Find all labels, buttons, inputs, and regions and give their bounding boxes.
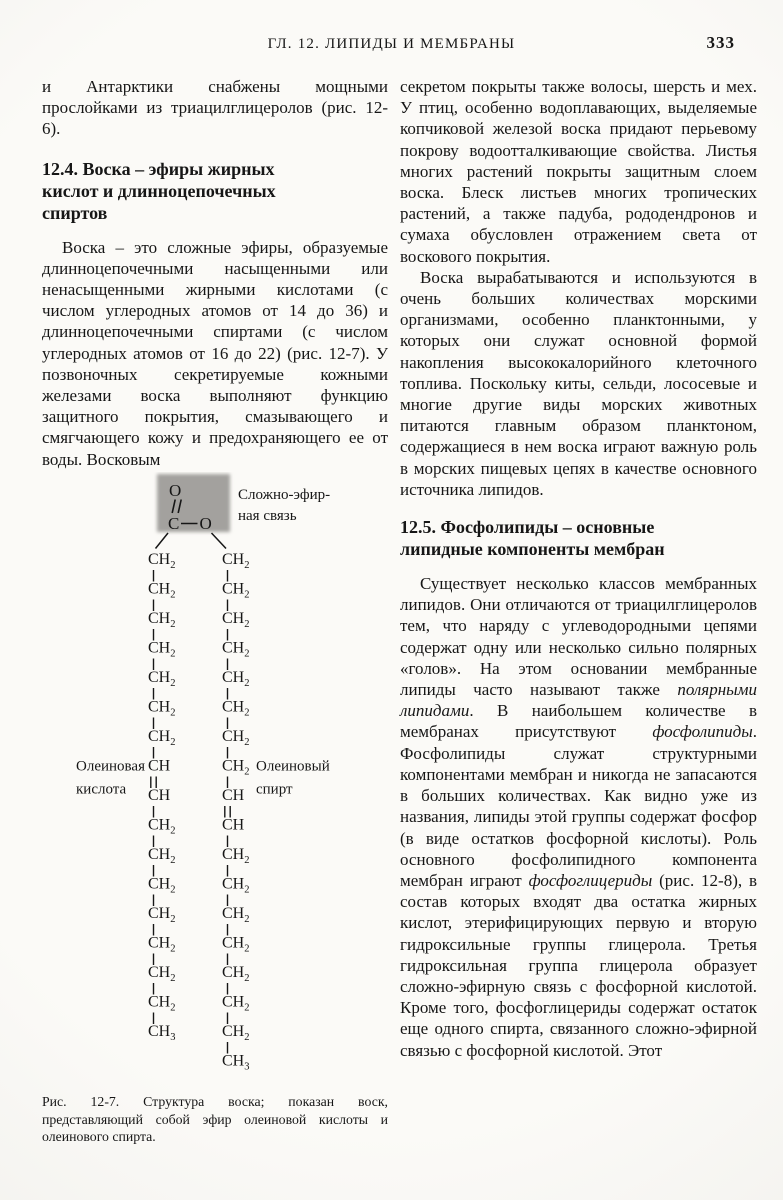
oleyl-alcohol-chain-group: $CH_2$ xyxy=(222,609,250,630)
oleic-acid-chain-group: CH xyxy=(148,786,171,804)
diagonal-bond-right xyxy=(212,533,227,549)
section-12-5-paragraph xyxy=(400,573,757,1061)
oleic-acid-label: кислота xyxy=(76,781,127,798)
text-segment: Существует несколько классов мембранных липидов. Они отличаются от триацилглицеролов тем, что наряду с углеводородными цепями содержат одну или несколько сильно полярных «голов». На этом основании мембранные липиды часто называют также xyxy=(400,574,757,700)
oleic-acid-chain-group: $CH_2$ xyxy=(148,816,176,837)
oleyl-alcohol-chain-group: $CH_2$ xyxy=(222,904,250,925)
oleyl-alcohol-chain-group: $CH_2$ xyxy=(222,1022,250,1043)
carbonyl-oxygen-atom: O xyxy=(169,480,182,500)
oleyl-alcohol-chain-group: $CH_2$ xyxy=(222,963,250,984)
text-segment: фосфолипиды xyxy=(652,722,753,742)
waxes-paragraph-1: секретом покрыты также волосы, шерсть и мех. У птиц, особенно водоплавающих, выделяемые копчиковой железой воска придают перьевому покрову водоотталкивающие свойства. Листья многих растений покрыты защитным слоем воска. Блеск листьев многих тропических растений, а также падуба, рододендронов и сумаха обусловлен отражением света от воскового покрытия. xyxy=(400,77,757,266)
oleyl-alcohol-chain-group: $CH_2$ xyxy=(222,639,250,660)
oleic-acid-chain-group: $CH_2$ xyxy=(148,934,176,955)
waxes-paragraph-2: Воска вырабатываются и используются в очень больших количествах морскими организмами, особенно планктонными, у которых они служат основной формой накопления высококалорийного клеточного топлива. Поскольку киты, сельди, лососевые и многие другие виды морских животных питаются главным образом планктоном, содержащиеся в нем воска играют важную роль в морских пищевых цепях в качестве основного источника липидов. xyxy=(400,267,757,499)
oleic-acid-chain-group: $CH_2$ xyxy=(148,580,176,601)
oleyl-alcohol-chain-group: CH xyxy=(222,816,245,834)
text-segment: полярными липидами xyxy=(400,680,757,721)
oleyl-alcohol-chain-group: $CH_2$ xyxy=(222,875,250,896)
section-heading-12-5: 12.5. Фосфолипиды – основные липидные компоненты мембран xyxy=(400,517,665,560)
figure-12-7 xyxy=(42,472,388,1146)
oleyl-alcohol-chain-group: $CH_2$ xyxy=(222,550,250,571)
oleyl-alcohol-chain-group: $CH_2$ xyxy=(222,845,250,866)
page-number: 333 xyxy=(706,33,735,52)
oleyl-alcohol-chain-group: $CH_2$ xyxy=(222,668,250,689)
text-segment: . Фосфолипиды служат структурными компонентами мембран и никогда не запасаются в больших количествах. Как видно уже из названия, липиды этой группы содержат фосфор (в виде остатков фосфорной кислоты). Роль основного фосфолипидного компонента мембран играют xyxy=(400,722,757,890)
ester-oxygen-atom: O xyxy=(199,513,212,533)
oleic-acid-chain-group: CH xyxy=(148,757,171,775)
text-segment: фосфоглицериды xyxy=(528,870,653,890)
oleic-acid-chain-group: $CH_3$ xyxy=(148,1022,176,1043)
oleic-acid-chain-group: $CH_2$ xyxy=(148,993,176,1014)
section-heading-12-4: 12.4. Воска – эфиры жирных кислот и длинноцепочечных спиртов xyxy=(42,158,276,223)
ester-carbon-atom: C xyxy=(168,513,180,533)
oleyl-alcohol-chain-group: $CH_2$ xyxy=(222,580,250,601)
oleic-acid-label: Олеиновая xyxy=(76,758,145,775)
left-column xyxy=(42,76,388,1146)
oleyl-alcohol-chain-group: $CH_3$ xyxy=(222,1052,250,1073)
oleyl-alcohol-label: спирт xyxy=(256,781,293,798)
oleic-acid-chain-group: $CH_2$ xyxy=(148,963,176,984)
oleic-acid-chain-group: $CH_2$ xyxy=(148,639,176,660)
oleyl-alcohol-label: Олеиновый xyxy=(256,758,330,775)
figure-caption: Рис. 12-7. Структура воска; показан воск, представляющий собой эфир олеиновой кислоты и олеинового спирта. xyxy=(42,1093,388,1145)
oleic-acid-chain-group: $CH_2$ xyxy=(148,550,176,571)
paragraph-continuation: и Антарктики снабжены мощными прослойками из триацилглицеролов (рис. 12-6). xyxy=(42,77,388,139)
oleic-acid-chain-group: $CH_2$ xyxy=(148,727,176,748)
chapter-title: ГЛ. 12. ЛИПИДЫ И МЕМБРАНЫ xyxy=(267,36,516,52)
diagonal-bond-left xyxy=(156,533,169,549)
right-column xyxy=(400,76,757,1146)
oleyl-alcohol-chain-group: $CH_2$ xyxy=(222,727,250,748)
section-12-4-paragraph: Воска – это сложные эфиры, образуемые длинноцепочечными насыщенными или ненасыщенными жирными кислотами (с числом углеродных атомов от 14 до 36) и длинноцепочечными спиртами (с числом углеродных атомов от 16 до 22) (рис. 12-7). У позвоночных секретируемые кожными железами воска выполняют функцию защитного покрытия, смазывающего и смягчающего кожу и предохраняющего ее от воды. Восковым xyxy=(42,237,388,469)
oleic-acid-chain-group: $CH_2$ xyxy=(148,845,176,866)
oleic-acid-chain-group: $CH_2$ xyxy=(148,609,176,630)
oleyl-alcohol-chain-group: $CH_2$ xyxy=(222,934,250,955)
text-segment: (рис. 12-8), в состав которых входят два остатка жирных кислот, этерифицирующих первую и вторую гидроксильные группы глицерола. Третья гидроксильная группа глицерола образует сложно-эфирную связь с фосфорной кислотой. Кроме того, фосфоглицериды содержат остаток еще одного спирта, связанного сложно-эфирной связью с фосфорной кислотой. Этот xyxy=(400,870,758,1060)
oleic-acid-chain-group: $CH_2$ xyxy=(148,698,176,719)
oleyl-alcohol-chain-group: $CH_2$ xyxy=(222,757,250,778)
oleic-acid-chain-group: $CH_2$ xyxy=(148,668,176,689)
two-column-text xyxy=(42,76,757,1146)
wax-structure-diagram xyxy=(42,472,388,1080)
oleyl-alcohol-chain-group: $CH_2$ xyxy=(222,993,250,1014)
oleic-acid-chain-group: $CH_2$ xyxy=(148,904,176,925)
ester-bond-label: ная связь xyxy=(238,507,297,524)
text-segment: . В наибольшем количестве в мембранах присутствуют xyxy=(400,701,757,742)
ester-bond-label: Сложно-эфир- xyxy=(238,486,331,503)
oleyl-alcohol-chain-group: CH xyxy=(222,786,245,804)
running-header xyxy=(0,36,783,53)
oleyl-alcohol-chain-group: $CH_2$ xyxy=(222,698,250,719)
oleic-acid-chain-group: $CH_2$ xyxy=(148,875,176,896)
